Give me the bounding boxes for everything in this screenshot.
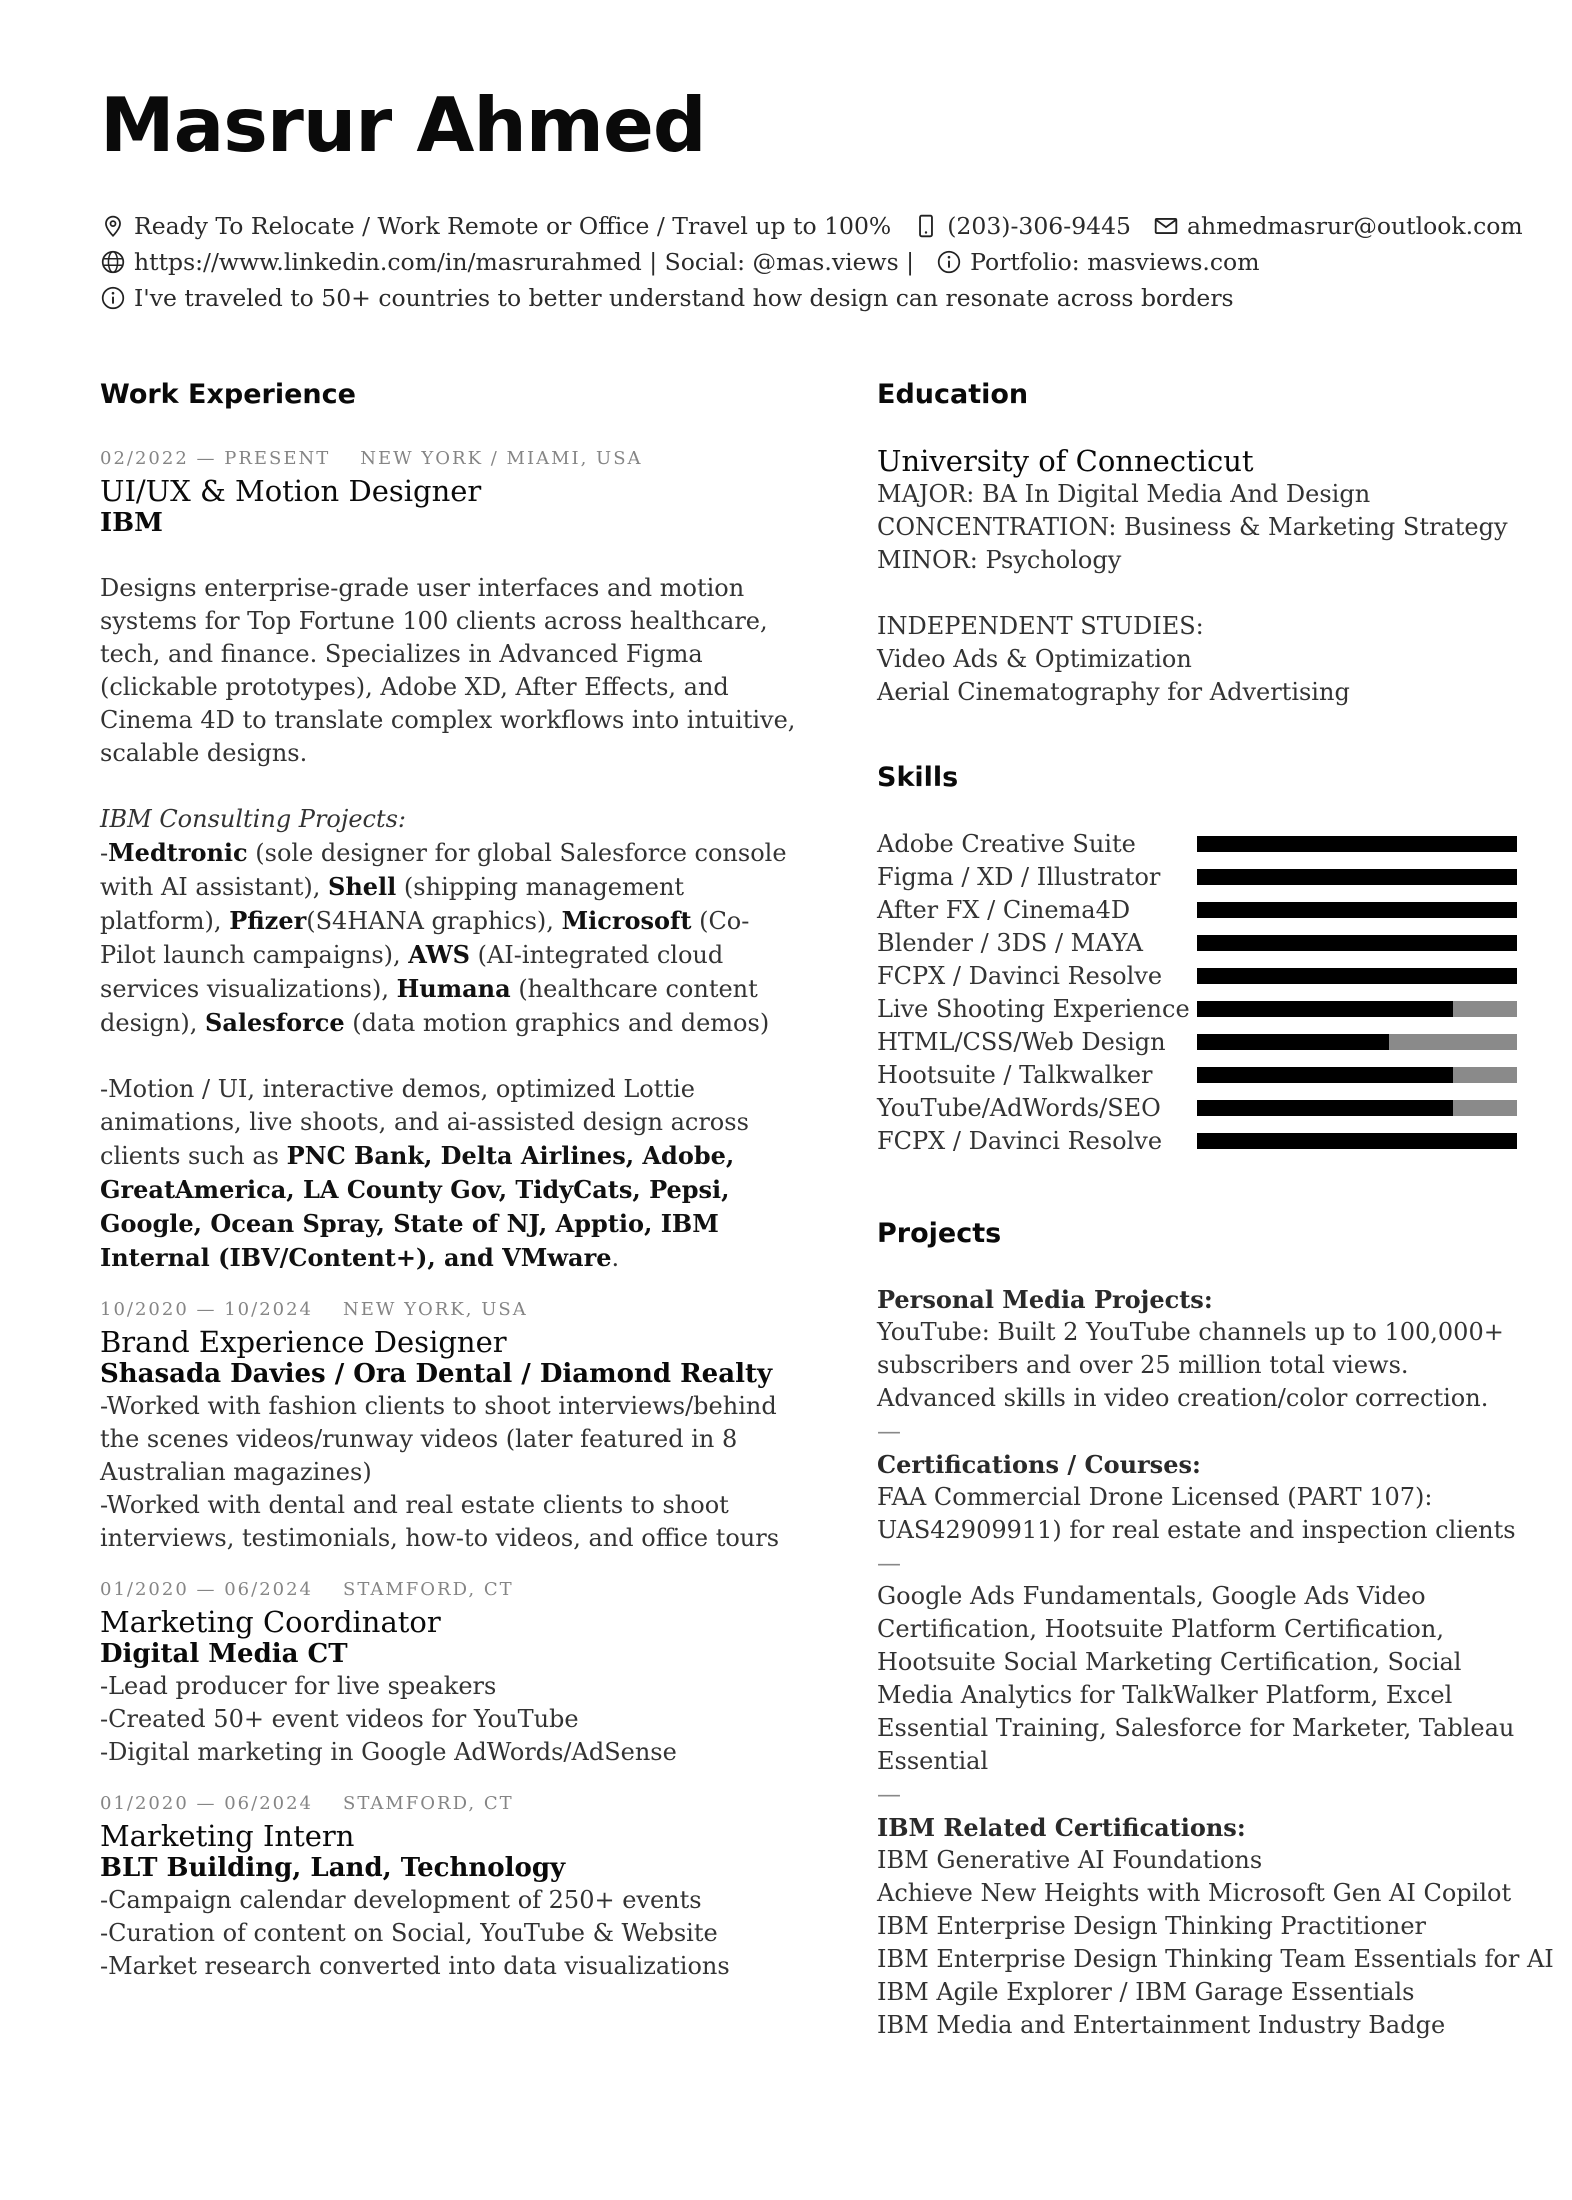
skills-list bbox=[877, 827, 1517, 1157]
job-bullet: -Curation of content on Social, YouTube & Website bbox=[100, 1919, 718, 1947]
skill-level-bar bbox=[1197, 902, 1517, 918]
skill-level-fill bbox=[1197, 902, 1517, 918]
job-bullet: -Worked with fashion clients to shoot interviews/behind the scenes videos/runway videos (later featured in 8 Australian magazines) bbox=[100, 1392, 777, 1486]
job-role: Brand Experience Designer bbox=[100, 1325, 507, 1359]
contact-line-1 bbox=[100, 208, 1523, 244]
job-location: NEW YORK, USA bbox=[343, 1299, 528, 1320]
contact-phone bbox=[913, 212, 1131, 240]
skill-name: YouTube/AdWords/SEO bbox=[877, 1093, 1161, 1122]
skill-row bbox=[877, 827, 1517, 860]
skill-level-fill bbox=[1197, 836, 1517, 852]
job-role: UI/UX & Motion Designer bbox=[100, 474, 482, 508]
skill-level-bar bbox=[1197, 869, 1517, 885]
skill-level-bar bbox=[1197, 935, 1517, 951]
skill-level-bar bbox=[1197, 1100, 1517, 1116]
skill-level-fill bbox=[1197, 1133, 1517, 1149]
job-location: STAMFORD, CT bbox=[343, 1793, 514, 1814]
projects-section bbox=[877, 1283, 1554, 2042]
skill-row bbox=[877, 992, 1517, 1025]
drone-certification: FAA Commercial Drone Licensed (PART 107): UAS42909911) for real estate and inspection clients bbox=[877, 1483, 1516, 1544]
skill-name: After FX / Cinema4D bbox=[877, 895, 1131, 924]
contact-line-3 bbox=[100, 280, 1500, 316]
job-company: IBM bbox=[100, 508, 163, 538]
projects-heading: IBM Consulting Projects: bbox=[100, 805, 407, 833]
right-column bbox=[877, 378, 1554, 2042]
separator: — bbox=[877, 1549, 901, 1577]
skill-row bbox=[877, 1058, 1517, 1091]
location-pin-icon bbox=[100, 213, 126, 239]
ibm-certifications-heading: IBM Related Certifications: bbox=[877, 1813, 1246, 1842]
skill-level-fill bbox=[1197, 1067, 1453, 1083]
skill-level-fill bbox=[1197, 869, 1517, 885]
education-major: MAJOR: BA In Digital Media And Design bbox=[877, 480, 1371, 508]
ibm-projects-list: -Medtronic (sole designer for global Salesforce console with AI assistant), Shell (shipping management platform), Pfizer(S4HANA graphics), Microsoft (Co-Pilot launch campaigns), AWS (AI-integrated cloud services visualizations), Humana (healthcare content design), Salesforce (data motion graphics and demos) bbox=[100, 838, 787, 1037]
job-dates: 01/2020 — 06/2024 bbox=[100, 1793, 313, 1814]
job-dates: 02/2022 — PRESENT bbox=[100, 448, 331, 469]
job-meta bbox=[100, 1295, 800, 1325]
skill-level-fill bbox=[1197, 968, 1517, 984]
skill-level-bar bbox=[1197, 1133, 1517, 1149]
motion-clients: PNC Bank, Delta Airlines, Adobe, GreatAmerica, LA County Gov, TidyCats, Pepsi, Google, Ocean Spray, State of NJ, Apptio, IBM Internal (IBV/Content+), and VMware bbox=[100, 1141, 735, 1272]
study-item: Aerial Cinematography for Advertising bbox=[877, 678, 1350, 706]
job-role: Marketing Coordinator bbox=[100, 1605, 441, 1639]
info-icon bbox=[100, 285, 126, 311]
separator: — bbox=[877, 1417, 901, 1445]
client-name: Pfizer bbox=[229, 906, 307, 935]
skill-name: FCPX / Davinci Resolve bbox=[877, 1126, 1163, 1155]
skill-row bbox=[877, 959, 1517, 992]
job-brand-experience bbox=[100, 1295, 800, 1555]
skill-level-bar bbox=[1197, 968, 1517, 984]
ibm-certification-item: IBM Agile Explorer / IBM Garage Essentials bbox=[877, 1978, 1415, 2006]
skill-row bbox=[877, 893, 1517, 926]
client-name: Salesforce bbox=[205, 1008, 345, 1037]
contact-relocate bbox=[100, 212, 891, 240]
contact-block bbox=[100, 208, 1523, 316]
job-dates: 01/2020 — 06/2024 bbox=[100, 1579, 313, 1600]
contact-email bbox=[1153, 212, 1523, 240]
job-company: Shasada Davies / Ora Dental / Diamond Realty bbox=[100, 1359, 773, 1389]
globe-icon bbox=[100, 249, 126, 275]
job-meta bbox=[100, 1575, 800, 1605]
ibm-certification-item: IBM Media and Entertainment Industry Badge bbox=[877, 2011, 1446, 2039]
ibm-certifications-list bbox=[877, 1844, 1554, 2042]
job-location: NEW YORK / MIAMI, USA bbox=[360, 448, 643, 469]
motion-work-text: -Motion / UI, interactive demos, optimized Lottie animations, live shoots, and ai-assisted design across clients such as PNC Bank, Delta Airlines, Adobe, GreatAmerica, LA County Gov, TidyCats, Pepsi, Google, Ocean Spray, State of NJ, Apptio, IBM Internal (IBV/Content+), and VMware. bbox=[100, 1075, 749, 1272]
job-company: BLT Building, Land, Technology bbox=[100, 1853, 566, 1883]
education-heading: Education bbox=[877, 379, 1029, 410]
job-summary: Designs enterprise-grade user interfaces and motion systems for Top Fortune 100 clients across healthcare, tech, and finance. Specializes in Advanced Figma (clickable prototypes), Adobe XD, After Effects, and Cinema 4D to translate complex workflows into intuitive, scalable designs. bbox=[100, 574, 796, 767]
contact-line-2 bbox=[100, 244, 1500, 280]
education-minor: MINOR: Psychology bbox=[877, 546, 1122, 574]
client-name: Humana bbox=[396, 974, 511, 1003]
certification-list: Google Ads Fundamentals, Google Ads Video Certification, Hootsuite Platform Certification, Hootsuite Social Marketing Certification, Social Media Analytics for TalkWalker Platform, Excel Essential Training, Salesforce for Marketer, Tableau Essential bbox=[877, 1582, 1515, 1775]
job-bullet: -Digital marketing in Google AdWords/AdSense bbox=[100, 1738, 677, 1766]
skill-name: Live Shooting Experience bbox=[877, 994, 1190, 1023]
skill-level-fill bbox=[1197, 1001, 1453, 1017]
job-bullet: -Lead producer for live speakers bbox=[100, 1672, 497, 1700]
contact-linkedin bbox=[100, 248, 914, 276]
job-bullet: -Campaign calendar development of 250+ events bbox=[100, 1886, 702, 1914]
ibm-certification-item: IBM Generative AI Foundations bbox=[877, 1846, 1263, 1874]
travel-note-text: I've traveled to 50+ countries to better understand how design can resonate across borders bbox=[134, 284, 1234, 312]
client-name: Shell bbox=[328, 872, 397, 901]
skill-name: HTML/CSS/Web Design bbox=[877, 1027, 1166, 1056]
school-name: University of Connecticut bbox=[877, 444, 1254, 478]
contact-portfolio bbox=[936, 248, 1259, 276]
studies-heading: INDEPENDENT STUDIES: bbox=[877, 612, 1204, 640]
email-link[interactable]: ahmedmasrur@outlook.com bbox=[1187, 212, 1523, 240]
personal-projects-heading: Personal Media Projects: bbox=[877, 1285, 1213, 1314]
left-column bbox=[100, 378, 800, 2003]
skill-level-bar bbox=[1197, 836, 1517, 852]
skill-name: FCPX / Davinci Resolve bbox=[877, 961, 1163, 990]
job-meta bbox=[100, 444, 800, 474]
job-bullet: -Created 50+ event videos for YouTube bbox=[100, 1705, 579, 1733]
linkedin-link[interactable]: https://www.linkedin.com/in/masrurahmed | Social: @mas.views | bbox=[134, 248, 915, 276]
portfolio-link[interactable]: Portfolio: masviews.com bbox=[970, 248, 1260, 276]
skill-row bbox=[877, 860, 1517, 893]
job-company: Digital Media CT bbox=[100, 1639, 348, 1669]
ibm-certification-item: Achieve New Heights with Microsoft Gen AI Copilot bbox=[877, 1879, 1512, 1907]
skill-level-fill bbox=[1197, 1100, 1453, 1116]
skill-row bbox=[877, 1091, 1517, 1124]
ibm-certification-item: IBM Enterprise Design Thinking Practitioner bbox=[877, 1912, 1427, 1940]
ibm-certification-item: IBM Enterprise Design Thinking Team Essentials for AI bbox=[877, 1945, 1554, 1973]
client-name: AWS bbox=[408, 940, 470, 969]
job-meta bbox=[100, 1789, 800, 1819]
skill-name: Blender / 3DS / MAYA bbox=[877, 928, 1143, 957]
separator: — bbox=[877, 1780, 901, 1808]
candidate-name: Masrur Ahmed bbox=[100, 81, 706, 169]
skill-row bbox=[877, 1124, 1517, 1157]
skill-level-bar bbox=[1197, 1067, 1517, 1083]
contact-travel-note bbox=[100, 284, 1234, 312]
skill-level-fill bbox=[1197, 935, 1517, 951]
info-icon bbox=[936, 249, 962, 275]
client-name: Medtronic bbox=[108, 838, 248, 867]
work-experience-heading: Work Experience bbox=[100, 379, 356, 410]
job-dates: 10/2020 — 10/2024 bbox=[100, 1299, 313, 1320]
job-bullet: -Worked with dental and real estate clients to shoot interviews, testimonials, how-to videos, and office tours bbox=[100, 1491, 780, 1552]
job-marketing-intern bbox=[100, 1789, 800, 1983]
projects-heading: Projects bbox=[877, 1218, 1002, 1249]
job-role: Marketing Intern bbox=[100, 1819, 355, 1853]
certifications-heading: Certifications / Courses: bbox=[877, 1450, 1201, 1479]
skill-level-bar bbox=[1197, 1001, 1517, 1017]
education-entry bbox=[877, 444, 1517, 709]
job-ibm bbox=[100, 444, 800, 1275]
client-name: Microsoft bbox=[561, 906, 692, 935]
education-concentration: CONCENTRATION: Business & Marketing Strategy bbox=[877, 513, 1508, 541]
skill-name: Adobe Creative Suite bbox=[877, 829, 1136, 858]
skill-level-bar bbox=[1197, 1034, 1517, 1050]
job-marketing-coordinator bbox=[100, 1575, 800, 1769]
phone-icon bbox=[913, 213, 939, 239]
skill-name: Hootsuite / Talkwalker bbox=[877, 1060, 1153, 1089]
job-bullet: -Market research converted into data visualizations bbox=[100, 1952, 730, 1980]
envelope-icon bbox=[1153, 213, 1179, 239]
personal-projects-text: YouTube: Built 2 YouTube channels up to 100,000+ subscribers and over 25 million total views. Advanced skills in video creation/color correction. bbox=[877, 1318, 1504, 1412]
skills-heading: Skills bbox=[877, 762, 959, 793]
skill-row bbox=[877, 1025, 1517, 1058]
skill-name: Figma / XD / Illustrator bbox=[877, 862, 1161, 891]
phone-text[interactable]: (203)-306-9445 bbox=[947, 212, 1131, 240]
skill-row bbox=[877, 926, 1517, 959]
job-location: STAMFORD, CT bbox=[343, 1579, 514, 1600]
study-item: Video Ads & Optimization bbox=[877, 645, 1192, 673]
relocate-text: Ready To Relocate / Work Remote or Office / Travel up to 100% bbox=[134, 212, 892, 240]
skill-level-fill bbox=[1197, 1034, 1389, 1050]
